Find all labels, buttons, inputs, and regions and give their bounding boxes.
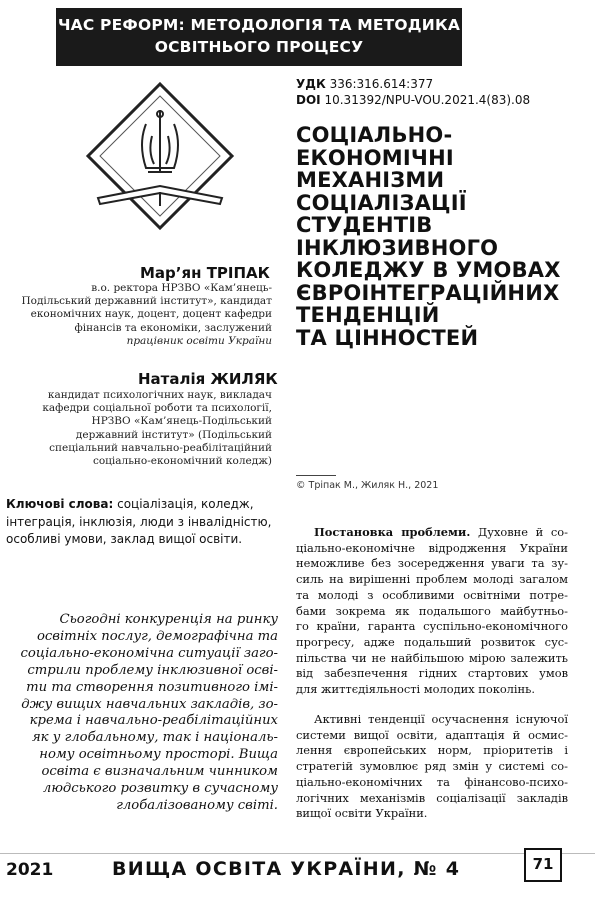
- udc-code: [296, 76, 530, 108]
- article-title-line: МЕХАНІЗМИ: [296, 168, 445, 192]
- section-header-line2: ОСВІТНЬОГО ПРОЦЕСУ: [154, 38, 364, 56]
- body-line: логічних механізмів соціалізації закладів: [296, 790, 568, 805]
- body-line: від забезпечення гідних стартових умов: [296, 666, 568, 681]
- udc-value: 336:316.614:377: [329, 77, 434, 91]
- quote-line: джу вищих навчальних закладів, зо-: [21, 696, 278, 712]
- keywords-text: соціалізація, коледж, інтеграція, інклюзія, люди з інвалідністю, особливі умови, заклад вищої освіти.: [6, 497, 272, 546]
- author-2-name: Наталія ЖИЛЯК: [138, 370, 278, 388]
- section-header-line1: ЧАС РЕФОРМ: МЕТОДОЛОГІЯ ТА МЕТОДИКА: [57, 16, 461, 34]
- body-line: ціально-економічних та фінансово-психо-: [296, 774, 568, 789]
- keywords: [6, 496, 278, 549]
- author-2-affiliation-line: кафедри соціальної роботи та психології,: [42, 402, 272, 415]
- body-line: пільства чи не найбільшою мірою залежить: [296, 650, 568, 665]
- body-line: лення європейських норм, пріоритетів і: [296, 743, 568, 758]
- body-line: та молоді з особливими освітніми потре-: [296, 587, 568, 602]
- copyright-divider: [296, 475, 336, 476]
- body-line: ціально-економічне відродження України: [296, 540, 568, 555]
- quote-line: Сьогодні конкуренція на ринку: [59, 612, 278, 627]
- article-title-line: СОЦІАЛЬНО-: [296, 123, 453, 147]
- author-2-affiliation-line: НРЗВО «Кам’янець-Подільський: [91, 415, 272, 428]
- quote-line: соціально-економічна ситуації заго-: [20, 645, 278, 661]
- quote-line: стрили проблему інклюзивної осві-: [27, 662, 278, 678]
- institution-emblem-icon: [84, 80, 236, 232]
- keywords-label: Ключові слова:: [6, 497, 114, 511]
- body-line: силь на вирішенні проблем молоді загалом: [296, 572, 568, 587]
- quote-line: освітніх послуг, демографічна та: [36, 628, 278, 644]
- body-line: го країни, гаранта суспільно-економічного: [296, 619, 568, 634]
- body-line: неможливе без зосередження уваги та зу-: [296, 556, 568, 571]
- author-2-affiliation-line: державний інститут» (Подільський: [75, 428, 272, 441]
- body-line: системи вищої освіти, адаптація й осмис-: [296, 727, 568, 742]
- author-1-affiliation-line: Подільський державний інститут», кандидат: [21, 295, 272, 308]
- quote-line: крема і навчально-реабілітаційних: [29, 713, 278, 729]
- article-title: [296, 124, 576, 349]
- copyright-notice: © Тріпак М., Жиляк Н., 2021: [296, 480, 439, 491]
- epigraph-quote: [8, 612, 278, 815]
- author-1-affiliation: [6, 282, 272, 348]
- author-1-affiliation-line: фінансів та економіки, заслужений: [74, 321, 272, 334]
- body-paragraph-1: [296, 525, 568, 698]
- quote-line: глобалізованому світі.: [116, 797, 278, 813]
- article-title-line: КОЛЕДЖУ В УМОВАХ: [296, 258, 561, 282]
- footer-year: 2021: [6, 860, 54, 880]
- doi-value: 10.31392/NPU-VOU.2021.4(83).08: [324, 93, 531, 107]
- author-2-affiliation: [6, 389, 272, 468]
- author-2-affiliation-line: соціально-економічний коледж): [92, 455, 272, 468]
- article-title-line: СТУДЕНТІВ: [296, 213, 433, 237]
- author-2-affiliation-line: кандидат психологічних наук, викладач: [47, 389, 272, 401]
- page-number: 71: [524, 848, 562, 882]
- author-1-affiliation-line: працівник освіти України: [126, 334, 272, 347]
- body-line: стратегій зумовлює ряд змін у системі со-: [296, 759, 568, 774]
- article-title-line: ІНКЛЮЗИВНОГО: [296, 235, 499, 260]
- quote-line: людського розвитку в сучасному: [42, 781, 278, 797]
- quote-line: освіта є визначальним чинником: [41, 764, 278, 780]
- footer-divider: [0, 853, 595, 854]
- article-title-line: ТЕНДЕНЦІЙ: [296, 303, 440, 327]
- footer-journal-title: ВИЩА ОСВІТА УКРАЇНИ, № 4: [112, 858, 461, 880]
- body-line: бами зокрема як подальшого майбутньо-: [296, 603, 568, 618]
- body-line: для життєдіяльності молодих поколінь.: [296, 682, 535, 697]
- author-1-affiliation-line: економічних наук, доцент, доцент кафедри: [30, 308, 272, 321]
- body-line: вищої освіти України.: [296, 806, 428, 821]
- article-title-line: СОЦІАЛІЗАЦІЇ: [296, 190, 467, 215]
- quote-line: як у глобальному, так і національ-: [31, 730, 278, 746]
- quote-line: ти та створення позитивного імі-: [26, 679, 278, 695]
- quote-line: ному освітньому просторі. Вища: [39, 747, 278, 763]
- problem-statement-lead: Постановка проблеми.: [314, 525, 471, 539]
- body-line: Духовне й со-: [470, 525, 569, 539]
- author-1-affiliation-line: в.о. ректора НРЗВО «Кам’янець-: [91, 282, 272, 294]
- doi-label: DOI: [296, 93, 321, 107]
- article-title-line: ЄВРОІНТЕГРАЦІЙНИХ: [296, 280, 560, 305]
- article-title-line: ЕКОНОМІЧНІ: [296, 145, 454, 170]
- author-2-affiliation-line: спеціальний навчально-реабілітаційний: [49, 441, 272, 454]
- body-paragraph-2: [296, 712, 568, 822]
- udc-label: УДК: [296, 77, 326, 91]
- body-line: Активні тенденції осучаснення існуючої: [314, 712, 568, 726]
- body-line: прогресу, адже подальший розвиток сус-: [296, 634, 568, 649]
- section-header: [56, 8, 462, 66]
- author-1-name: Мар’ян ТРІПАК: [140, 264, 270, 282]
- article-title-line: ТА ЦІННОСТЕЙ: [296, 325, 479, 350]
